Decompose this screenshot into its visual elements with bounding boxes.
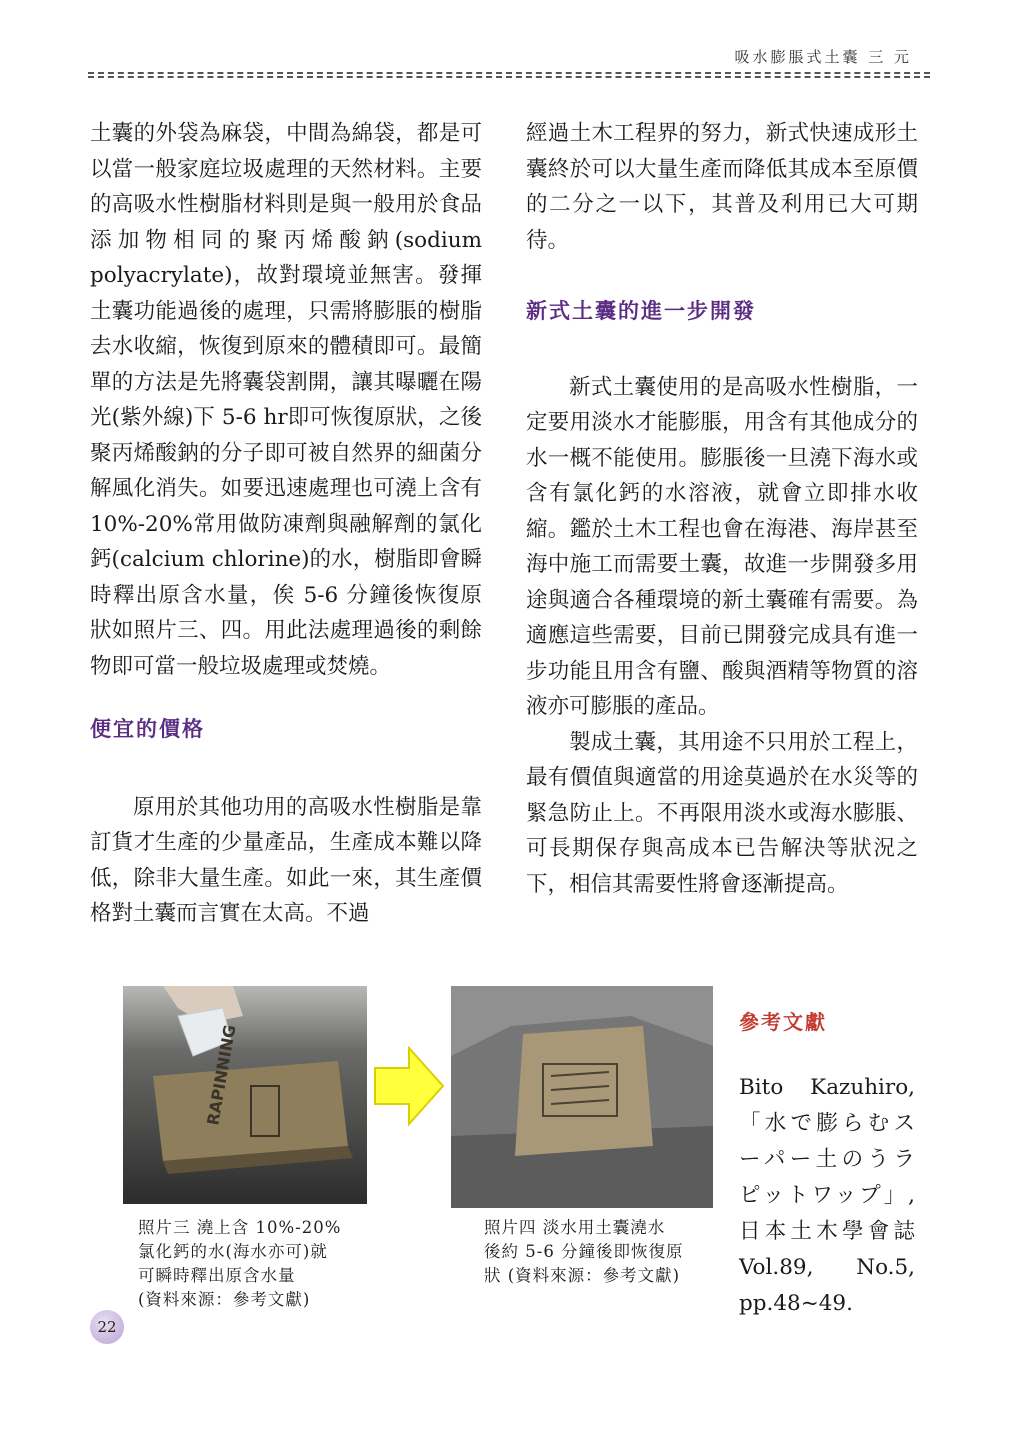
caption-line: (資料來源：參考文獻) <box>138 1290 311 1309</box>
references-title: 參考文獻 <box>739 1010 827 1034</box>
photo-sandbag-pouring <box>123 986 367 1204</box>
body-paragraph: 土囊的外袋為麻袋，中間為綿袋，都是可以當一般家庭垃圾處理的天然材料。主要的高吸水性樹脂材料則是與一般用於食品添加物相同的聚丙烯酸鈉(sodium polyacrylate)，故對環境並無害。發揮土囊功能過後的處理，只需將膨脹的樹脂去水收縮，恢復到原來的體積即可。最簡單的方法是先將囊袋割開，讓其曝曬在陽光(紫外線)下 5-6 hr即可恢復原狀，之後聚丙烯酸鈉的分子即可被自然界的細菌分解風化消失。如要迅速處理也可澆上含有 10%-20%常用做防凍劑與融解劑的氯化鈣(calcium chlorine)的水，樹脂即會瞬時釋出原含水量，俟 5-6 分鐘後恢復原狀如照片三、四。用此法處理過後的剩餘物即可當一般垃圾處理或焚燒。 <box>90 121 482 679</box>
photo-sandbag-restored <box>451 986 713 1208</box>
reference-line: ーパー土のうラ <box>739 1147 915 1172</box>
references <box>739 1004 915 1322</box>
bag-print: RAPINNING <box>203 1023 240 1127</box>
section-title-development: 新式土囊的進一步開發 <box>526 299 756 323</box>
caption-line: 後約 5-6 分鐘後即恢復原 <box>484 1242 684 1261</box>
running-head: 吸水膨脹式土囊 三 元 <box>734 48 912 66</box>
reference-line: 「水で膨らむス <box>739 1111 915 1136</box>
body-paragraph: 經過土木工程界的努力，新式快速成形土囊終於可以大量生產而降低其成本至原價的二分之一以下，其普及利用已大可期待。 <box>526 121 918 253</box>
arrow-right-icon <box>373 1046 445 1126</box>
header-rule <box>88 72 930 74</box>
caption-photo-four <box>484 1216 714 1288</box>
caption-line: 照片四 淡水用土囊澆水 <box>484 1218 666 1237</box>
header-rule-lower <box>88 76 930 78</box>
reference-line: ピットワップ」, <box>739 1183 915 1208</box>
body-paragraph: 原用於其他功用的高吸水性樹脂是靠訂貨才生產的少量產品，生產成本難以降低，除非大量生產。如此一來，其生產價格對土囊而言實在太高。不過 <box>90 794 482 926</box>
caption-line: 氯化鈣的水(海水亦可)就 <box>138 1242 328 1261</box>
page-number: 22 <box>90 1310 124 1344</box>
reference-line: Vol.89, No.5, <box>739 1255 915 1280</box>
section-title-price: 便宜的價格 <box>90 717 205 741</box>
reference-line: pp.48~49. <box>739 1291 853 1316</box>
caption-photo-three <box>138 1216 378 1312</box>
caption-line: 可瞬時釋出原含水量 <box>138 1266 296 1285</box>
left-column <box>90 116 482 932</box>
caption-line: 照片三 澆上含 10%-20% <box>138 1218 342 1237</box>
photo-three-illustration <box>123 986 367 1204</box>
body-paragraph: 製成土囊，其用途不只用於工程上，最有價值與適當的用途莫過於在水災等的緊急防止上。不再限用淡水或海水膨脹、可長期保存與高成本已告解決等狀況之下，相信其需要性將會逐漸提高。 <box>526 729 918 897</box>
photo-four-illustration <box>451 986 713 1208</box>
reference-line: Bito Kazuhiro, <box>739 1075 915 1100</box>
right-column <box>526 116 918 902</box>
body-paragraph: 新式土囊使用的是高吸水性樹脂，一定要用淡水才能膨脹，用含有其他成分的水一概不能使用。膨脹後一旦澆下海水或含有氯化鈣的水溶液，就會立即排水收縮。鑑於土木工程也會在海港、海岸甚至海中施工而需要土囊，故進一步開發多用途與適合各種環境的新土囊確有需要。為適應這些需要，目前已開發完成具有進一步功能且用含有鹽、酸與酒精等物質的溶液亦可膨脹的產品。 <box>526 374 918 719</box>
reference-line: 日本土木學會誌 <box>739 1219 915 1244</box>
caption-line: 狀 (資料來源：參考文獻) <box>484 1266 681 1285</box>
